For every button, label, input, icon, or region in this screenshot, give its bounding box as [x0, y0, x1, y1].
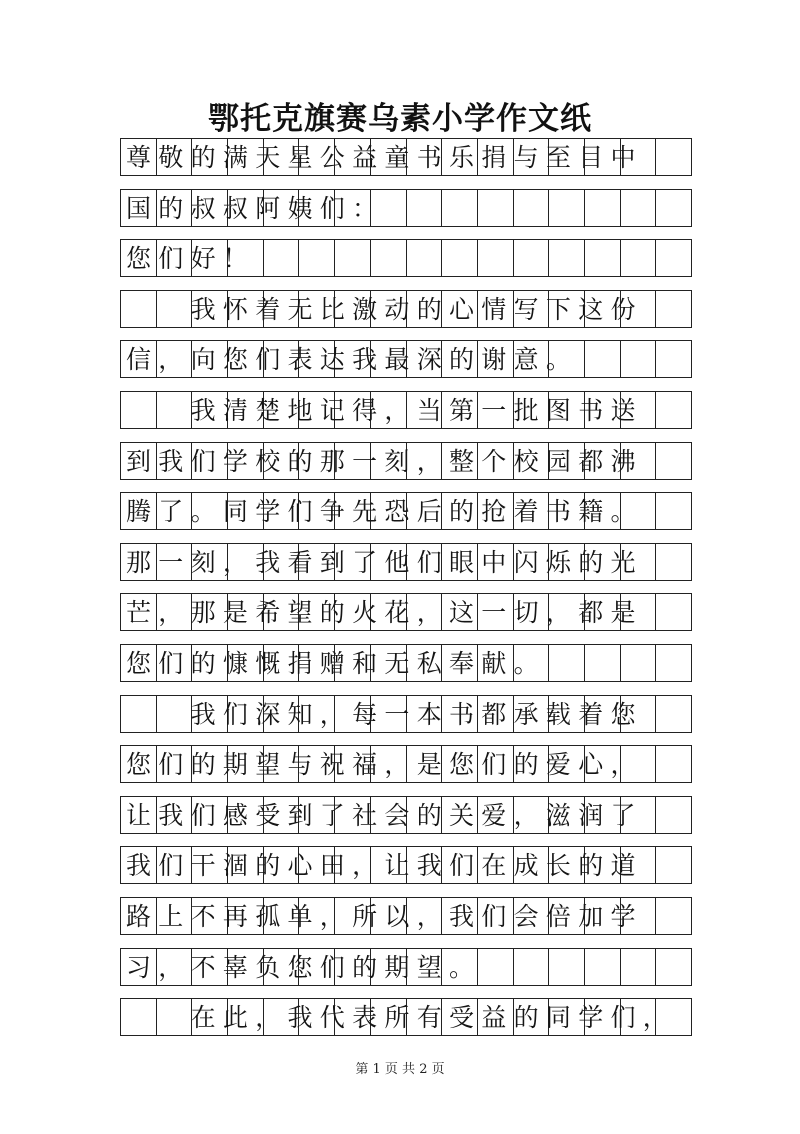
grid-row [120, 290, 692, 328]
grid-row [120, 340, 692, 378]
grid-row [120, 695, 692, 733]
grid-row [120, 492, 692, 530]
handwritten-line: 您们的期望与祝福，是您们的爱心， [126, 750, 643, 780]
grid-row [120, 442, 692, 480]
grid-row [120, 239, 692, 277]
handwritten-line: 我们干涸的心田，让我们在成长的道 [126, 851, 643, 881]
grid-row [120, 593, 692, 631]
handwritten-line: 我们深知，每一本书都承载着您 [126, 699, 643, 729]
grid-row [120, 948, 692, 986]
writing-grid [120, 138, 692, 1050]
handwritten-line: 尊敬的满天星公益童书乐捐与至目中 [126, 143, 643, 172]
grid-row [120, 796, 692, 834]
paper-title: 鄂托克旗赛乌素小学作文纸 [208, 101, 592, 137]
handwritten-line: 在此，我代表所有受益的同学们， [126, 1003, 676, 1033]
grid-row [120, 897, 692, 935]
handwritten-line: 习，不辜负您们的期望。 [126, 952, 482, 982]
handwritten-line: 路上不再孤单，所以，我们会倍加学 [126, 902, 643, 931]
handwritten-line: 您们的慷慨捐赠和无私奉献。 [126, 649, 546, 678]
grid-row [120, 998, 692, 1036]
grid-row [120, 189, 692, 227]
handwritten-line: 您们好！ [126, 244, 256, 274]
handwritten-line: 我清楚地记得，当第一批图书送 [126, 396, 643, 425]
grid-row [120, 138, 692, 176]
grid-row [120, 745, 692, 783]
handwritten-line: 腾了。同学们争先恐后的抢着书籍。 [126, 497, 643, 527]
handwritten-line: 芒，那是希望的火花，这一切，都是 [126, 598, 643, 628]
handwritten-line: 那一刻，我看到了他们眼中闪烁的光 [126, 547, 643, 577]
handwritten-line: 让我们感受到了社会的关爱，滋润了 [126, 800, 643, 830]
handwritten-line: 信，向您们表达我最深的谢意。 [126, 345, 579, 375]
page-indicator: 第 1 页 共 2 页 [355, 1062, 445, 1077]
handwritten-line: 到我们学校的那一刻，整个校园都沸 [126, 446, 643, 476]
grid-row [120, 644, 692, 682]
handwritten-line: 国的叔叔阿姨们： [126, 193, 385, 223]
grid-row [120, 543, 692, 581]
handwritten-line: 我怀着无比激动的心情写下这份 [126, 294, 643, 324]
grid-row [120, 846, 692, 884]
grid-row [120, 391, 692, 429]
